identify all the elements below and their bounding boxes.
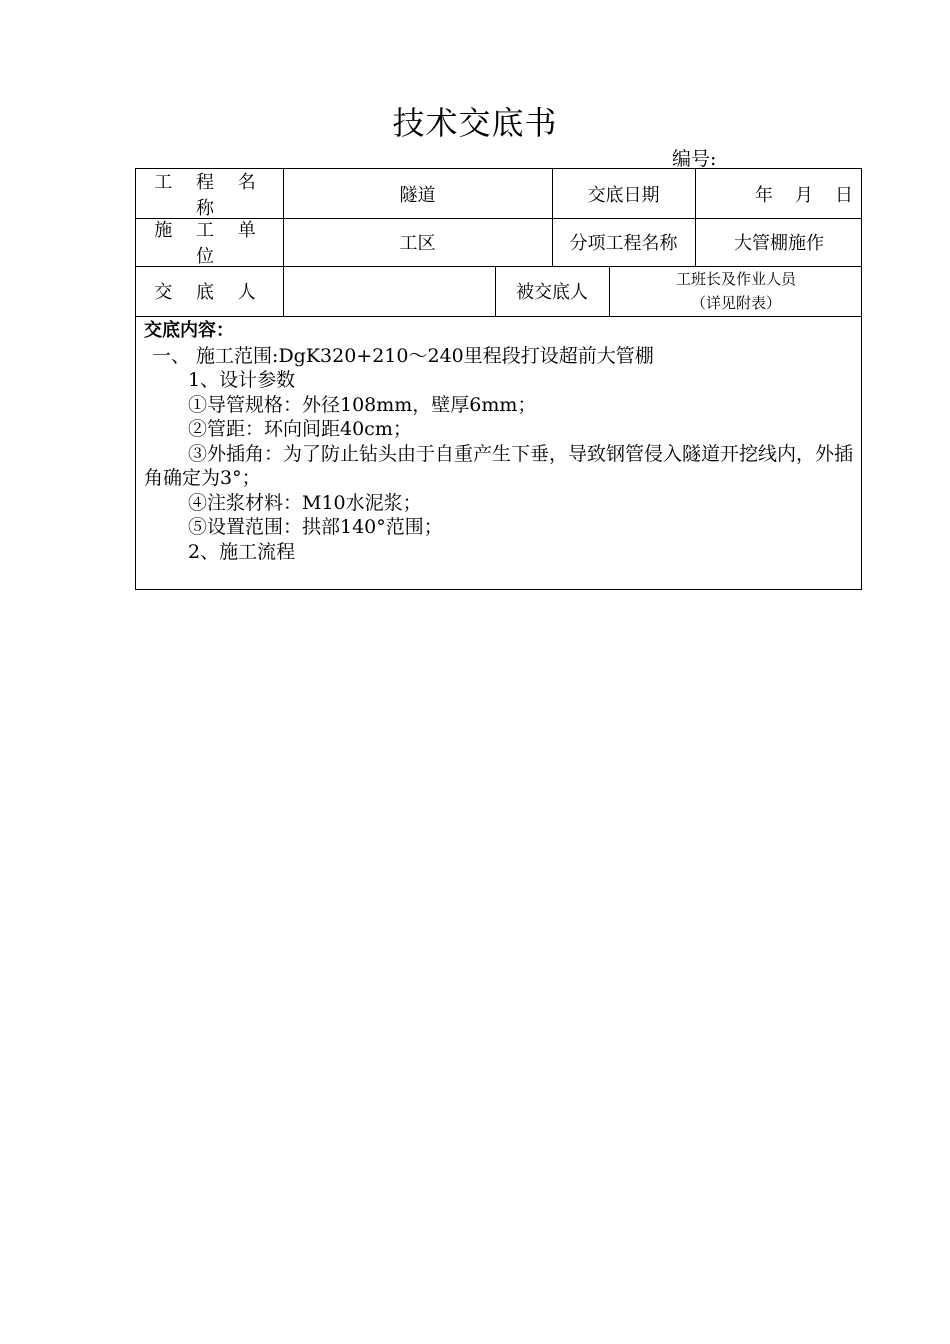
subproject-value[interactable]: 大管棚施作 xyxy=(734,233,824,254)
content-line: ②管距：环向间距40cm； xyxy=(188,418,412,440)
disclosure-content xyxy=(144,319,856,564)
date-year: 年 xyxy=(755,184,773,206)
document-number-label: 编号: xyxy=(672,148,717,170)
receiver-value-line1: 工班长及作业人员 xyxy=(675,270,796,288)
document-number xyxy=(672,144,842,171)
disclosure-form xyxy=(135,168,862,590)
unit-value[interactable]: 工区 xyxy=(399,233,436,254)
date-month: 月 xyxy=(795,184,813,206)
content-line: ①导管规格：外径108mm，壁厚6mm； xyxy=(188,393,537,416)
receiver-value-line2: （详见附表） xyxy=(690,294,781,312)
content-line: 1、设计参数 xyxy=(188,369,296,391)
project-name-value[interactable]: 隧道 xyxy=(399,184,436,206)
project-name-label: 工 程 名 称 xyxy=(154,171,265,219)
unit-label: 施 工 单 位 xyxy=(154,220,265,267)
subproject-label: 分项工程名称 xyxy=(569,233,678,254)
row-divider xyxy=(136,316,861,317)
content-line: ③外插角：为了防止钻头由于自重产生下垂，导致钢管侵入隧道开挖线内，外插角确定为3°； xyxy=(144,442,854,489)
content-heading: 交底内容： xyxy=(144,320,234,341)
date-value[interactable] xyxy=(695,169,863,218)
content-line: ⑤设置范围：拱部140°范围； xyxy=(188,516,443,538)
content-line: 2、施工流程 xyxy=(188,540,296,563)
receiver-label: 被交底人 xyxy=(516,282,588,303)
content-line: 一、 施工范围:DgK320+210～240里程段打设超前大管棚 xyxy=(152,344,654,367)
date-day: 日 xyxy=(835,184,853,206)
content-line: ④注浆材料：M10水泥浆； xyxy=(188,491,422,514)
receiver-value[interactable] xyxy=(609,266,863,316)
presenter-label: 交 底 人 xyxy=(154,282,265,303)
document-title: 技术交底书 xyxy=(392,104,558,142)
presenter-value[interactable] xyxy=(283,266,495,316)
date-label: 交底日期 xyxy=(587,184,660,206)
